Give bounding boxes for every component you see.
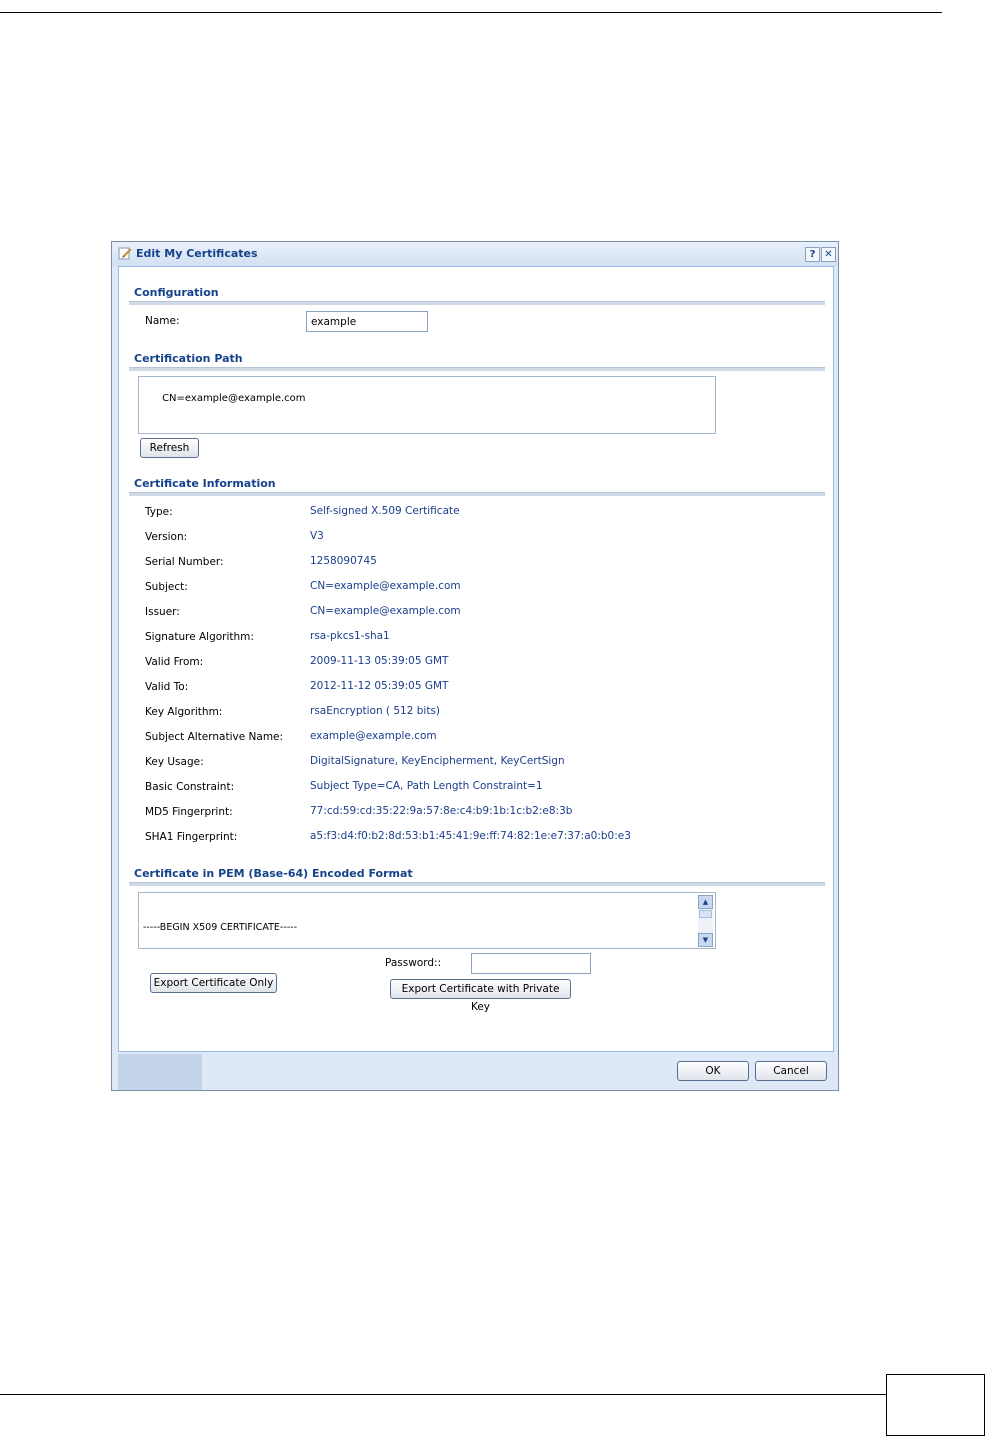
edit-pencil-icon — [118, 246, 132, 260]
info-label: Key Usage: — [145, 756, 204, 768]
info-label: Subject Alternative Name: — [145, 731, 284, 743]
certificate-information-heading: Certificate Information — [134, 477, 276, 490]
info-value: Self-signed X.509 Certificate — [310, 505, 460, 517]
info-value: V3 — [310, 530, 324, 542]
export-certificate-only-button[interactable]: Export Certificate Only — [150, 973, 277, 993]
cancel-button[interactable]: Cancel — [755, 1061, 827, 1081]
pem-textarea[interactable] — [138, 892, 716, 949]
scroll-down-icon[interactable]: ▼ — [698, 933, 713, 947]
info-value: CN=example@example.com — [310, 605, 461, 617]
info-value: example@example.com — [310, 730, 437, 742]
section-divider — [129, 492, 825, 496]
help-icon[interactable]: ? — [805, 247, 820, 262]
info-value: 77:cd:59:cd:35:22:9a:57:8e:c4:b9:1b:1c:b2:e8:3b — [310, 805, 573, 817]
info-label: Subject: — [145, 581, 188, 593]
password-input[interactable] — [471, 953, 591, 974]
info-value: 2009-11-13 05:39:05 GMT — [310, 655, 449, 667]
certification-path-entry[interactable]: CN=example@example.com — [162, 393, 306, 404]
info-label: Basic Constraint: — [145, 781, 235, 793]
info-value: 1258090745 — [310, 555, 377, 567]
info-label: Key Algorithm: — [145, 706, 223, 718]
refresh-button[interactable]: Refresh — [140, 438, 199, 458]
name-label: Name: — [145, 315, 180, 327]
scroll-thumb[interactable] — [699, 910, 712, 918]
scroll-up-icon[interactable]: ▲ — [698, 895, 713, 909]
name-input[interactable] — [306, 311, 428, 332]
dialog-content — [118, 266, 834, 1052]
info-label: Valid To: — [145, 681, 189, 693]
section-divider — [129, 882, 825, 886]
password-label: Password:: — [385, 957, 442, 969]
info-label: MD5 Fingerprint: — [145, 806, 233, 818]
info-label: Signature Algorithm: — [145, 631, 254, 643]
pem-line: -----BEGIN X509 CERTIFICATE----- — [143, 922, 298, 933]
info-label: Issuer: — [145, 606, 180, 618]
certification-path-heading: Certification Path — [134, 352, 243, 365]
certification-path-list[interactable] — [138, 376, 716, 434]
info-value: rsa-pkcs1-sha1 — [310, 630, 390, 642]
info-label: Serial Number: — [145, 556, 224, 568]
page-number-box — [886, 1374, 985, 1436]
info-label: Version: — [145, 531, 188, 543]
dialog-titlebar — [112, 242, 838, 266]
info-value: 2012-11-12 05:39:05 GMT — [310, 680, 449, 692]
info-value: Subject Type=CA, Path Length Constraint=1 — [310, 780, 543, 792]
pem-heading: Certificate in PEM (Base-64) Encoded Format — [134, 867, 413, 880]
section-divider — [129, 367, 825, 371]
close-icon[interactable]: ✕ — [821, 247, 836, 262]
info-label: SHA1 Fingerprint: — [145, 831, 238, 843]
header-rule — [0, 12, 942, 13]
info-value: rsaEncryption ( 512 bits) — [310, 705, 441, 717]
ok-button[interactable]: OK — [677, 1061, 749, 1081]
section-divider — [129, 301, 825, 305]
dialog-title: Edit My Certificates — [136, 247, 258, 260]
configuration-heading: Configuration — [134, 286, 219, 299]
pem-scrollbar[interactable] — [698, 895, 713, 947]
footer-rule — [0, 1394, 886, 1395]
info-label: Type: — [145, 506, 173, 518]
export-certificate-with-private-key-button[interactable]: Export Certificate with Private Key — [390, 979, 571, 999]
info-value: CN=example@example.com — [310, 580, 461, 592]
footer-side-panel — [118, 1054, 202, 1090]
edit-my-certificates-dialog — [111, 241, 839, 1091]
info-value: DigitalSignature, KeyEncipherment, KeyCertSign — [310, 755, 565, 767]
info-label: Valid From: — [145, 656, 204, 668]
info-value: a5:f3:d4:f0:b2:8d:53:b1:45:41:9e:ff:74:82:1e:e7:37:a0:b0:e3 — [310, 830, 631, 842]
